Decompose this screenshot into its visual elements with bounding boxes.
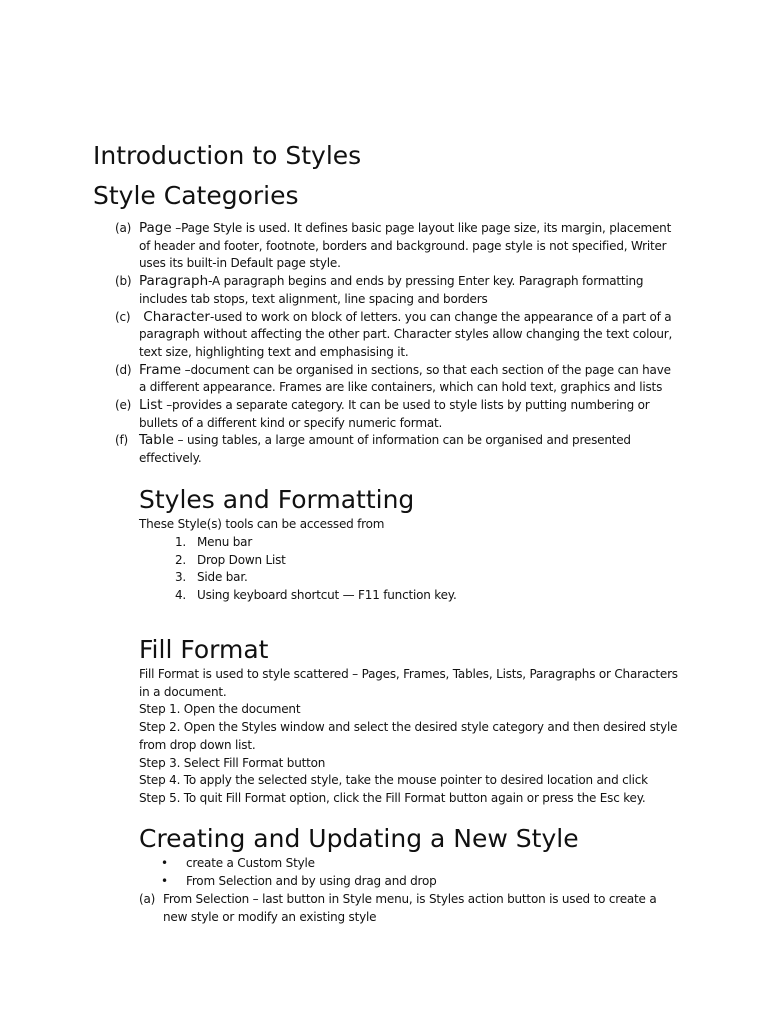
category-description: –document can be organised in sections, so that each section of the page can have a different appearance. Frames are like containers, which can hold text, graphics and lists [139,362,671,395]
list-number: 3. [174,570,186,585]
list-marker: (a) [115,221,132,235]
category-term: Table [139,432,174,449]
list-number: 1. [174,535,186,549]
list-marker: (b) [115,274,132,289]
list-marker: (e) [115,398,132,413]
new-style-heading: Creating and Updating a New Style [139,824,579,853]
fill-format-step: Step 5. To quit Fill Format option, click the Fill Format button again or press the Esc key. [139,790,646,805]
list-item [139,891,684,926]
style-categories-heading: Style Categories [93,181,299,210]
category-description: -used to work on block of letters. you can change the appearance of a part of a paragraph without affecting the other part. Character styles allow changing the text colour, text size, highlighting text and emphasising it. [139,309,673,359]
styles-formatting-intro: These Style(s) tools can be accessed from [139,517,385,531]
list-text: From Selection – last button in Style menu, is Styles action button is used to create a new style or modify an existing style [163,892,657,924]
bullet-icon: • [161,856,168,870]
page-title: Introduction to Styles [93,141,362,170]
list-text: Using keyboard shortcut — F11 function key. [197,588,457,603]
fill-format-line: Fill Format is used to style scattered – Pages, Frames, Tables, Lists, Paragraphs or Characters in a document. [139,667,678,699]
fill-format-body [139,666,679,808]
list-text: Side bar. [197,570,248,585]
category-description: –provides a separate category. It can be used to style lists by putting numbering or bullets of a different kind or specify numeric format. [139,398,650,430]
list-item [139,552,457,570]
fill-format-heading: Fill Format [139,635,269,664]
list-text: Drop Down List [197,552,286,567]
category-term: Paragraph [139,273,209,290]
category-description: –Page Style is used. It defines basic page layout like page size, its margin, placement of header and footer, footnote, borders and background. page style is not specified, Writer uses its built-in Default page style. [139,221,672,271]
list-number: 4. [174,588,186,603]
list-item [139,569,457,587]
list-text: create a Custom Style [186,856,315,870]
styles-formatting-heading: Styles and Formatting [139,485,415,514]
new-style-bullets [139,855,437,890]
category-description: – using tables, a large amount of information can be organised and presented effectively. [139,433,631,466]
list-item [139,873,437,891]
list-item [115,273,680,308]
list-item [115,220,680,273]
category-term: List [139,397,163,414]
list-text: From Selection and by using drag and drop [186,873,437,888]
fill-format-step: Step 2. Open the Styles window and select the desired style category and then desired style from drop down list. [139,720,678,752]
fill-format-step: Step 3. Select Fill Format button [139,755,326,770]
style-categories-list [115,220,680,468]
category-term: Character [139,308,210,325]
list-item [115,432,680,467]
list-item [139,587,457,605]
list-item [139,855,437,873]
list-number: 2. [174,552,186,567]
list-item [139,534,457,552]
list-marker: (d) [115,362,132,377]
fill-format-step: Step 4. To apply the selected style, take the mouse pointer to desired location and click [139,773,648,788]
list-marker: (a) [139,892,156,906]
fill-format-step: Step 1. Open the document [139,702,301,717]
category-term: Page [139,220,172,236]
bullet-icon: • [161,873,168,888]
list-marker: (c) [115,309,131,324]
category-description: -A paragraph begins and ends by pressing Enter key. Paragraph formatting includes tab stops, text alignment, line spacing and borders [139,274,644,306]
tools-list [139,534,457,605]
list-item [115,309,680,362]
list-item [115,397,680,432]
category-term: Frame [139,361,182,378]
list-marker: (f) [115,433,128,448]
list-text: Menu bar [197,535,253,549]
list-item [115,362,680,397]
